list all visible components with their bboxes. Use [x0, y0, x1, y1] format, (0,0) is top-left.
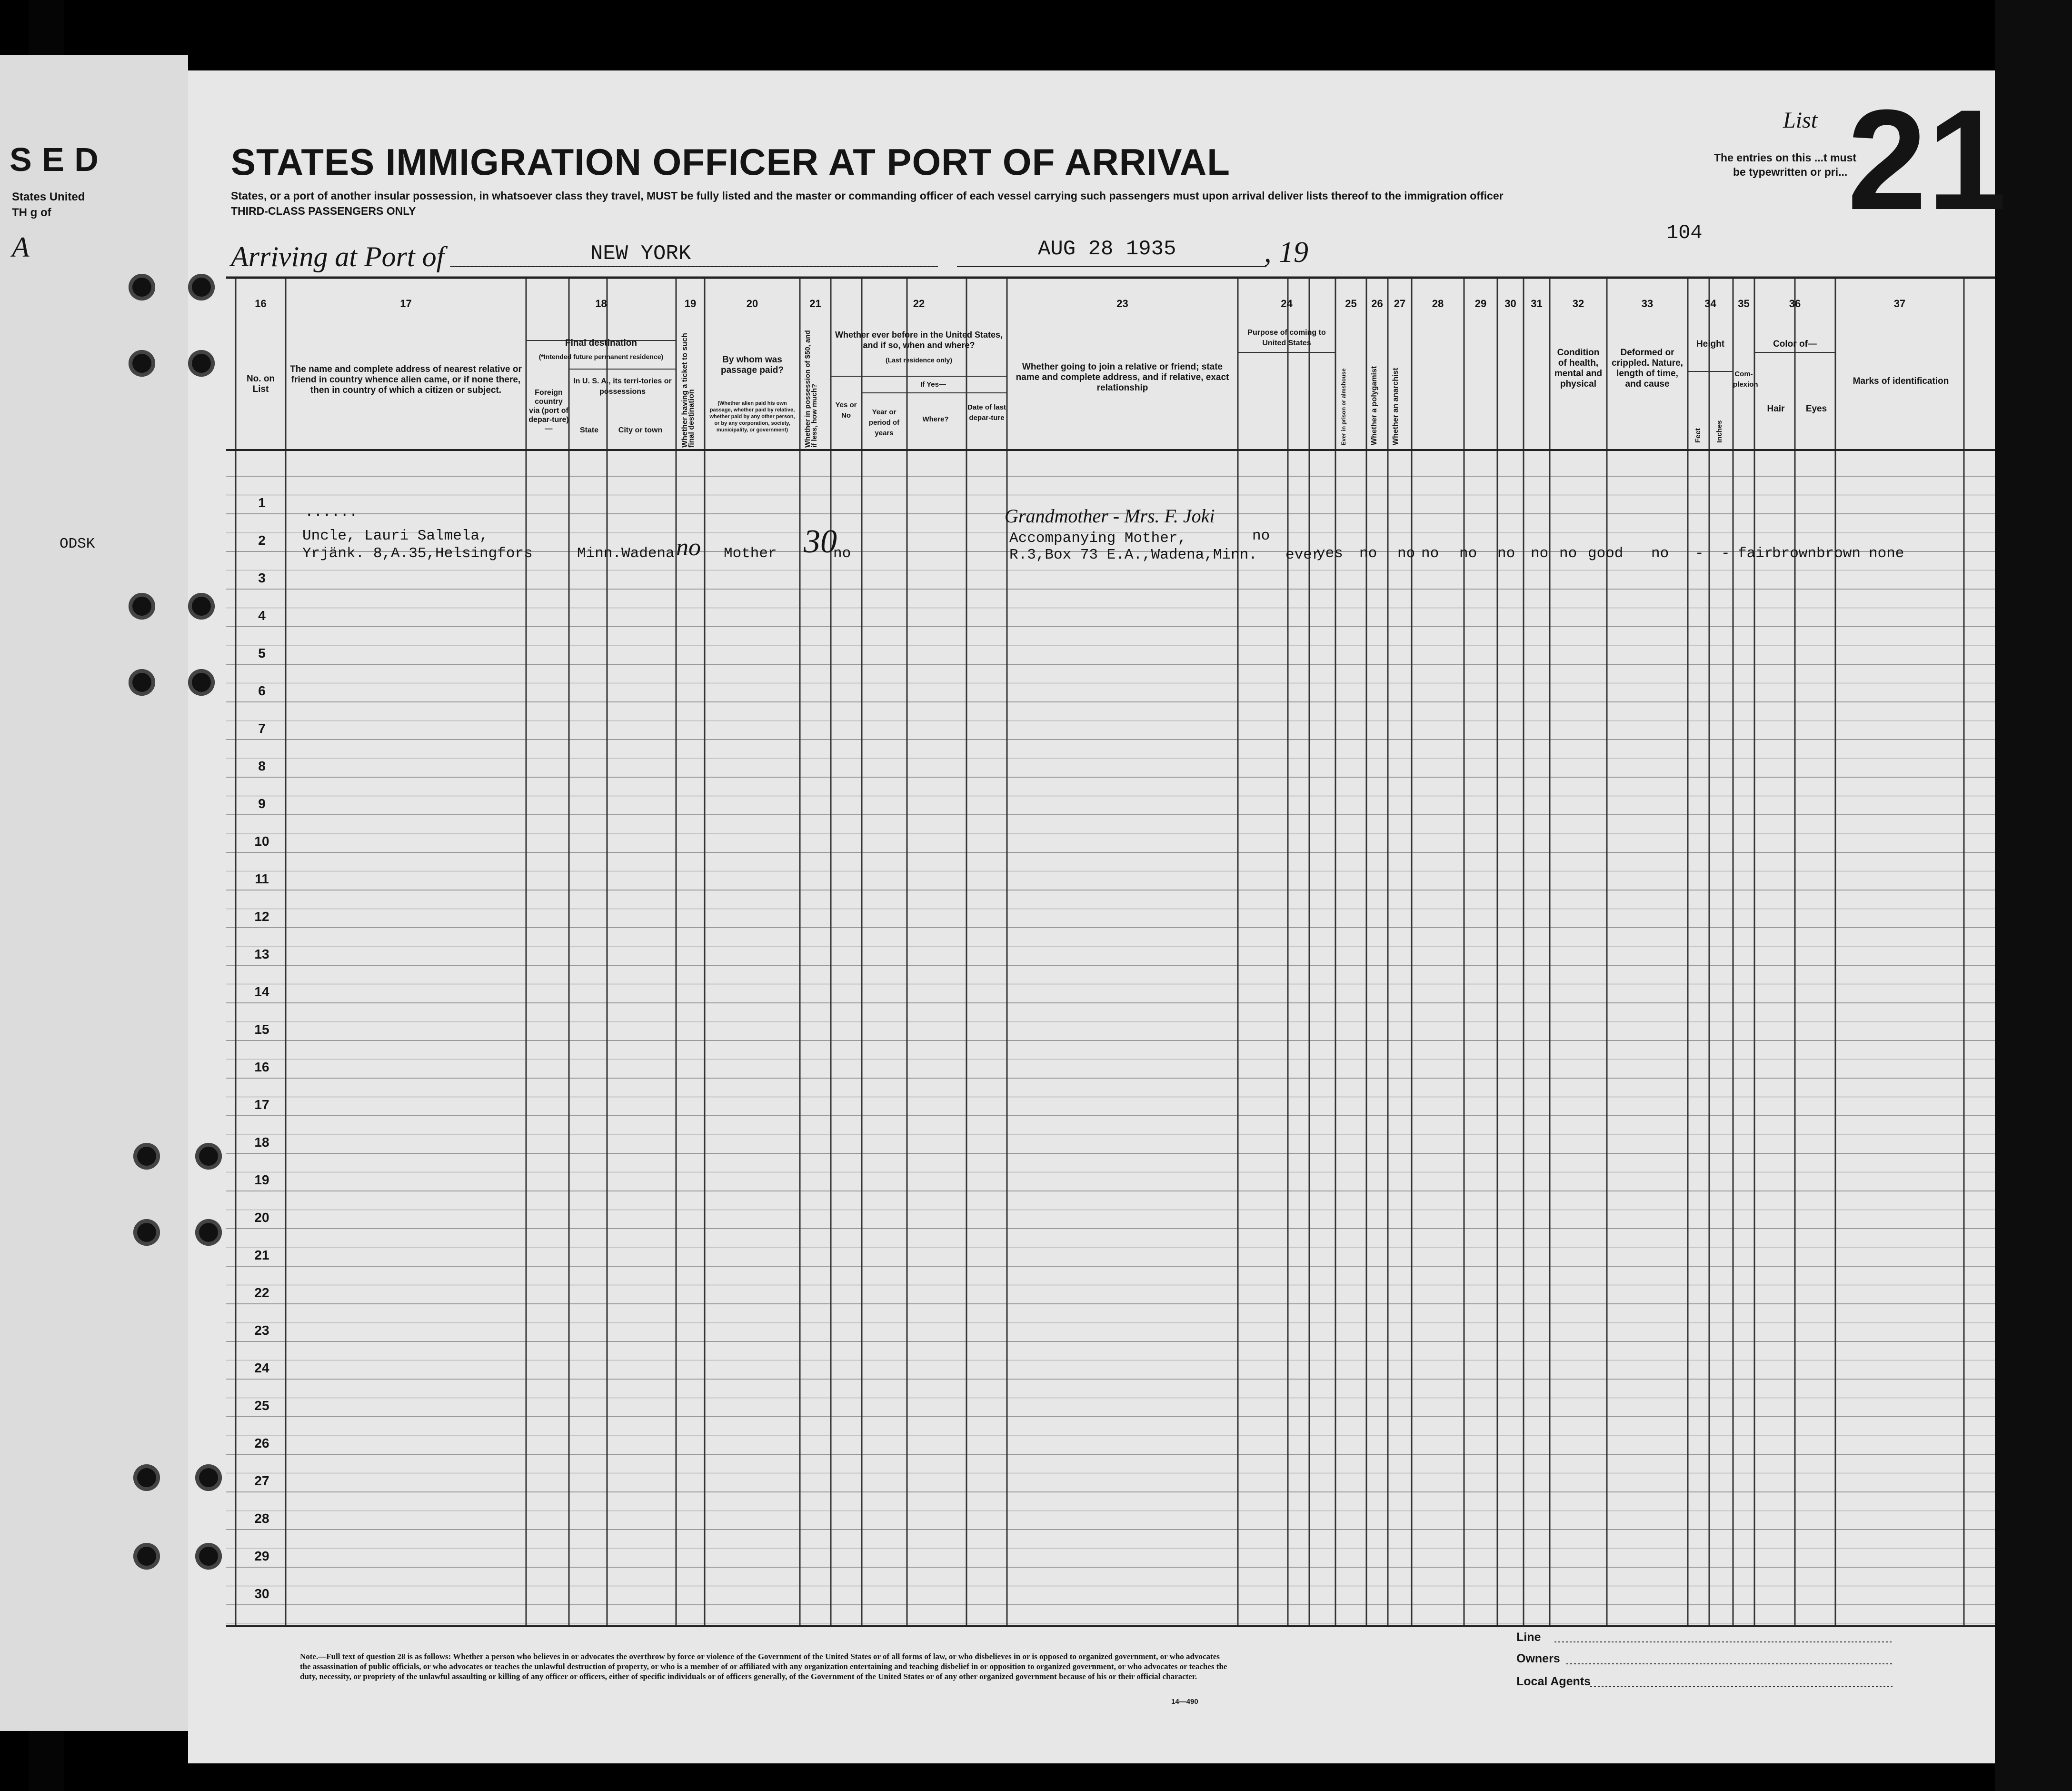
header-purpose: Purpose of coming to United States — [1247, 329, 1326, 347]
row-number: 5 — [258, 646, 266, 660]
row2-relative-line1: Uncle, Lauri Salmela, — [302, 528, 488, 544]
row-number: 22 — [254, 1285, 269, 1300]
row-number: 14 — [254, 984, 269, 999]
row2-marks: none — [1869, 545, 1904, 562]
header-state: State — [579, 426, 599, 434]
column-number-32: 32 — [1572, 298, 1584, 310]
column-number-21: 21 — [809, 298, 821, 310]
header-instruction: States, or a port of another insular possession, in whatsoever class they travel, MUST be fully listed and the master or commanding officer of each vessel carrying such passengers must upon arrival deliver lists thereof to the immigration officer — [231, 190, 1504, 202]
row2-col30: no — [1531, 545, 1549, 562]
row-number: 25 — [254, 1398, 269, 1413]
header-if-yes: If Yes— — [920, 380, 946, 389]
header-prior-note: (Last residence only) — [885, 356, 953, 364]
column-number-37: 37 — [1893, 298, 1906, 310]
port-value: NEW YORK — [590, 242, 691, 266]
header-passage-note: (Whether alien paid his own passage, whether paid by relative, whether paid by any other person, or by any corporation, society, municipality, or government) — [709, 400, 795, 433]
column-number-24: 24 — [1281, 298, 1293, 310]
row-number: 13 — [254, 947, 269, 961]
row-number: 29 — [254, 1549, 269, 1563]
row-number: 27 — [254, 1473, 269, 1488]
row2-complexion: fair — [1738, 545, 1773, 562]
header-anarchist: Whether an anarchist — [1392, 368, 1400, 445]
row2-deformed: no — [1651, 545, 1669, 562]
header-year-period: Year or period of years — [868, 408, 900, 437]
footer-owners-label: Owners — [1516, 1652, 1560, 1665]
typewritten-note-2: be typewritten or pri... — [1733, 166, 1848, 178]
row2-eyes: brown — [1816, 545, 1861, 562]
row-number: 6 — [258, 683, 266, 698]
row1-dots: ...... — [305, 504, 358, 520]
header-usa: In U. S. A., its terri-tories or possessions — [573, 377, 672, 396]
row-number: 19 — [254, 1172, 269, 1187]
form-code: 14—490 — [1171, 1698, 1198, 1706]
footer-note: Note.—Full text of question 28 is as follows: Whether a person who believes in or advocates the overthrow by force or violence of the Government of the United States or of all forms of law, or who disbelieves in or is opposed to organized government, or who advocates the assassination of public officials, or who advocates or teaches the unlawful destruction of property, or who is a member of or affiliated with any organization entertaining and teaching disbelief in or opposition to organized government, or who advocates or teaches the duty, necessity, or propriety of the unlawful assaulting or killing of any officer or officers, either of specific individuals or of officers generally, of the Government of the United States or of any other organized government because of his or their official character. — [300, 1652, 1227, 1681]
list-number: 21 — [1847, 80, 2007, 240]
column-number-30: 30 — [1504, 298, 1516, 310]
column-number-35: 35 — [1738, 298, 1750, 310]
header-class-line: THIRD-CLASS PASSENGERS ONLY — [231, 205, 416, 217]
row2-polygamist: no — [1397, 545, 1415, 562]
header-nearest-relative: The name and complete address of nearest relative or friend in country whence alien came, or if none there, then in country of which a citizen or subject. — [290, 364, 522, 395]
header-feet: Feet — [1694, 428, 1702, 443]
header-color-of: Color of— — [1773, 339, 1817, 349]
row-number: 2 — [258, 533, 266, 548]
column-number-26: 26 — [1371, 298, 1383, 310]
column-number-17: 17 — [400, 298, 412, 310]
row2-prison: no — [1359, 545, 1377, 562]
row-number: 8 — [258, 759, 266, 773]
header-ticket: Whether having a ticket to such final destination — [681, 333, 696, 448]
left-page-title-fragment: S E D — [10, 141, 99, 178]
header-join-relative: Whether going to join a relative or friend; state name and complete address, and if relative, exact relationship — [1016, 362, 1229, 393]
row-number: 9 — [258, 796, 266, 811]
column-number-27: 27 — [1394, 298, 1406, 310]
column-number-28: 28 — [1432, 298, 1444, 310]
header-foreign-country: Foreign country via (port of depar-ture)— — [528, 389, 569, 433]
row2-feet: - — [1695, 545, 1704, 562]
row-number: 30 — [254, 1586, 269, 1601]
row-number: 18 — [254, 1135, 269, 1150]
row-number: 21 — [254, 1248, 269, 1262]
row-number: 1 — [258, 495, 266, 510]
row-number: 3 — [258, 570, 266, 585]
row2-join-handwritten: Grandmother - Mrs. F. Joki — [1005, 505, 1215, 527]
row2-ticket: no — [676, 534, 701, 561]
row2-col29: no — [1497, 545, 1515, 562]
column-number-33: 33 — [1641, 298, 1654, 310]
row2-health: good — [1588, 545, 1624, 562]
row-number: 16 — [254, 1060, 269, 1074]
row2-purpose-1: no — [1252, 528, 1270, 544]
header-where: Where? — [922, 415, 949, 423]
row-number: 20 — [254, 1210, 269, 1225]
header-date-last: Date of last depar-ture — [967, 403, 1006, 422]
row2-money: 30 — [804, 523, 837, 560]
row2-join-line2: R.3,Box 73 E.A.,Wadena,Minn. — [1009, 547, 1257, 563]
row-number: 11 — [255, 871, 269, 886]
year-prefix: , 19 — [1264, 236, 1308, 269]
header-marks: Marks of identification — [1853, 376, 1949, 386]
row2-col28: no — [1459, 545, 1477, 562]
header-inches: Inches — [1715, 420, 1723, 443]
arrival-date: AUG 28 1935 — [1038, 237, 1176, 261]
page-title: STATES IMMIGRATION OFFICER AT PORT OF ARRIVAL — [231, 141, 1230, 183]
row2-hair: brown — [1772, 545, 1817, 562]
row2-anarchist: no — [1421, 545, 1439, 562]
header-ever-before: Whether ever before in the United States, and if so, when and where? — [835, 330, 1003, 350]
row-number: 4 — [258, 608, 266, 623]
row-number: 17 — [254, 1097, 269, 1112]
column-number-34: 34 — [1704, 298, 1716, 310]
column-number-25: 25 — [1345, 298, 1357, 310]
row-number: 12 — [254, 909, 269, 924]
row2-relative-line2: Yrjänk. 8,A.35,Helsingfors — [302, 545, 533, 562]
header-eyes: Eyes — [1805, 404, 1827, 414]
header-polygamist: Whether a polygamist — [1370, 366, 1378, 445]
column-number-22: 22 — [913, 298, 925, 310]
row2-inches: - — [1721, 545, 1730, 562]
column-number-31: 31 — [1531, 298, 1543, 310]
typewritten-note-1: The entries on this ...t must — [1714, 151, 1857, 164]
header-city: City or town — [618, 426, 663, 434]
header-health: Condition of health, mental and physical — [1554, 348, 1603, 389]
column-number-36: 36 — [1789, 298, 1801, 310]
left-page-fragment-3: A — [12, 231, 30, 263]
header-deformed: Deformed or crippled. Nature, length of time, and cause — [1612, 348, 1683, 389]
left-page-entry-fragment: ODSK — [60, 536, 95, 552]
row-number: 26 — [254, 1436, 269, 1451]
row-number: 24 — [254, 1361, 269, 1375]
header-passage-paid: By whom was passage paid? — [721, 355, 784, 375]
column-number-20: 20 — [746, 298, 758, 310]
list-label: List — [1783, 108, 1818, 133]
row-number: 28 — [254, 1511, 269, 1526]
row2-purpose-3: yes — [1316, 545, 1343, 562]
header-complexion: Com-plexion — [1733, 370, 1758, 389]
row2-purpose-2: ever — [1285, 547, 1321, 563]
row2-join-line1: Accompanying Mother, — [1009, 530, 1187, 547]
row-number: 7 — [258, 721, 266, 736]
row-number: 15 — [254, 1022, 269, 1037]
row2-col31: no — [1559, 545, 1577, 562]
column-number-19: 19 — [684, 298, 697, 310]
left-page-fragment-1: States United — [12, 190, 85, 203]
arriving-label: Arriving at Port of — [231, 241, 445, 272]
column-number-18: 18 — [595, 298, 607, 310]
row2-destination: Minn.Wadena — [577, 545, 675, 562]
header-height: Height — [1696, 339, 1725, 349]
column-number-23: 23 — [1116, 298, 1128, 310]
header-final-dest-note: (*Intended future permanent residence) — [538, 353, 664, 360]
header-yes-no: Yes or No — [835, 401, 857, 420]
left-page-fragment-2: TH g of — [12, 206, 51, 219]
footer-agents-label: Local Agents — [1516, 1675, 1591, 1688]
column-number-16: 16 — [255, 298, 267, 310]
header-money: Whether in possession of $50, and if less, how much? — [804, 330, 818, 448]
footer-line-label: Line — [1516, 1631, 1541, 1644]
page-number: 104 — [1666, 221, 1703, 244]
row2-ever-before: no — [833, 545, 851, 562]
header-no-on-list: No. on List — [246, 374, 275, 394]
row-number: 10 — [254, 834, 269, 849]
row-number: 23 — [254, 1323, 269, 1338]
header-final-destination: Final destination — [565, 338, 637, 348]
column-number-29: 29 — [1474, 298, 1487, 310]
header-hair: Hair — [1767, 404, 1785, 414]
row2-paid-by: Mother — [724, 545, 777, 562]
header-prison: Ever in prison or almshouse — [1340, 368, 1347, 445]
